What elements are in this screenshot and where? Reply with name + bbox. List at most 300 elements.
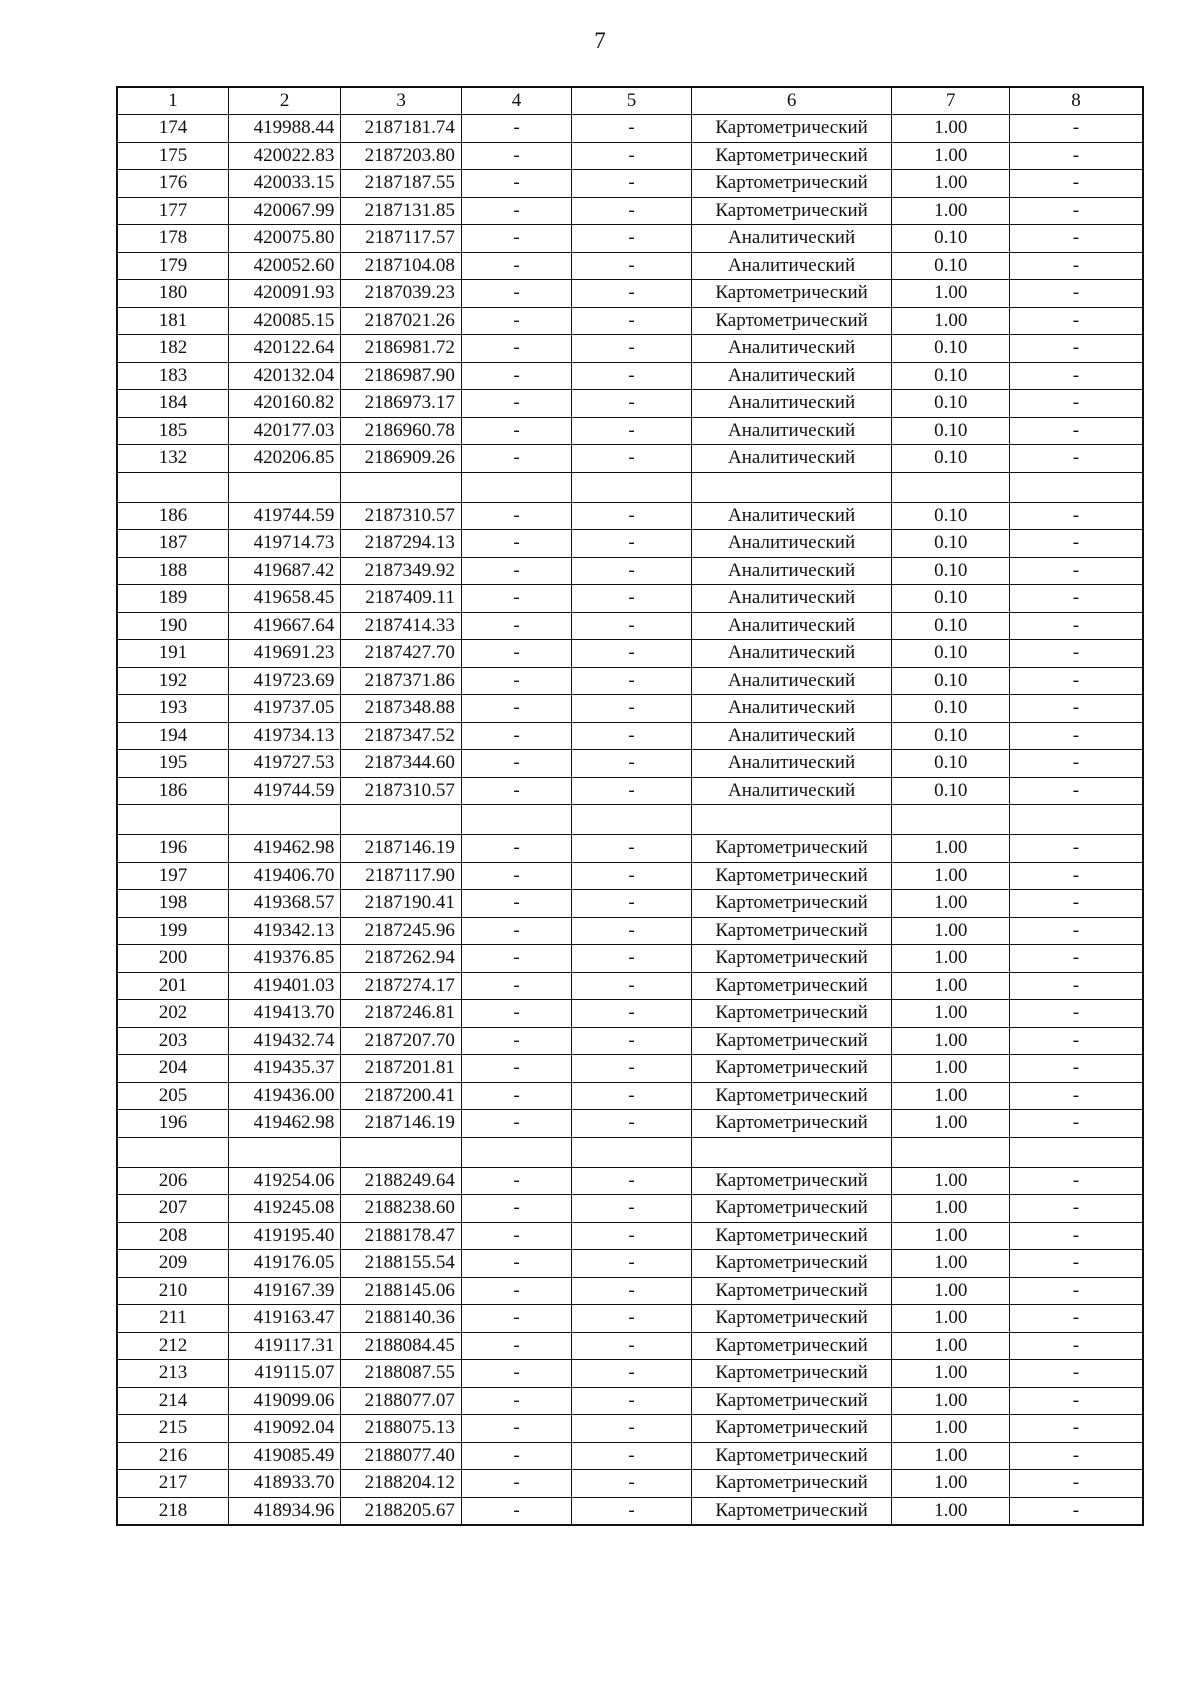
table-cell-col-8: - — [1009, 115, 1143, 143]
table-cell-col-8: - — [1009, 502, 1143, 530]
table-cell-col-1: 179 — [117, 252, 228, 280]
coordinates-table — [116, 86, 1144, 1526]
table-cell-col-6: Картометрический — [691, 1277, 892, 1305]
table-cell-col-3: 2188075.13 — [341, 1415, 461, 1443]
table-cell-col-6: Картометрический — [691, 1110, 892, 1138]
table-cell-col-7: 1.00 — [892, 1497, 1009, 1525]
table-cell-col-6: Аналитический — [691, 640, 892, 668]
table-cell-col-3: 2187409.11 — [341, 585, 461, 613]
table-cell-col-8: - — [1009, 1167, 1143, 1195]
table-cell-col-1: 197 — [117, 862, 228, 890]
table-cell-col-3: 2186960.78 — [341, 417, 461, 445]
table-cell-col-8: - — [1009, 667, 1143, 695]
table-cell-col-4: - — [461, 1497, 571, 1525]
table-cell-col-8: - — [1009, 1222, 1143, 1250]
table-row — [117, 750, 1143, 778]
table-cell-col-6: Аналитический — [691, 777, 892, 805]
table-cell-col-1 — [117, 805, 228, 835]
table-cell-col-4: - — [461, 1082, 571, 1110]
table-cell-col-3: 2188084.45 — [341, 1332, 461, 1360]
table-cell-col-5: - — [572, 445, 691, 473]
table-cell-col-3: 2187310.57 — [341, 777, 461, 805]
page-number: 7 — [594, 28, 606, 53]
table-row — [117, 307, 1143, 335]
table-cell-col-8: - — [1009, 917, 1143, 945]
table-cell-col-1: 199 — [117, 917, 228, 945]
table-cell-col-4: - — [461, 1027, 571, 1055]
table-cell-col-5: - — [572, 280, 691, 308]
table-cell-col-6 — [691, 805, 892, 835]
table-cell-col-3: 2188178.47 — [341, 1222, 461, 1250]
table-cell-col-4 — [461, 1137, 571, 1167]
table-cell-col-7: 1.00 — [892, 1442, 1009, 1470]
table-cell-col-3 — [341, 472, 461, 502]
table-cell-col-1: 132 — [117, 445, 228, 473]
table-cell-col-1 — [117, 1137, 228, 1167]
table-cell-col-3: 2187245.96 — [341, 917, 461, 945]
table-cell-col-6: Картометрический — [691, 1055, 892, 1083]
table-cell-col-2: 419092.04 — [228, 1415, 340, 1443]
table-cell-col-4: - — [461, 557, 571, 585]
table-row — [117, 1055, 1143, 1083]
table-cell-col-4: - — [461, 530, 571, 558]
table-cell-col-3: 2187274.17 — [341, 972, 461, 1000]
table-cell-col-7: 1.00 — [892, 142, 1009, 170]
table-cell-col-4: - — [461, 225, 571, 253]
table-cell-col-7: 1.00 — [892, 280, 1009, 308]
table-cell-col-8: - — [1009, 862, 1143, 890]
table-cell-col-4: - — [461, 307, 571, 335]
table-cell-col-3: 2187246.81 — [341, 1000, 461, 1028]
table-row — [117, 667, 1143, 695]
table-cell-col-3: 2187371.86 — [341, 667, 461, 695]
table-cell-col-2: 420177.03 — [228, 417, 340, 445]
table-cell-col-5: - — [572, 1277, 691, 1305]
table-cell-col-7: 1.00 — [892, 1222, 1009, 1250]
table-cell-col-4: - — [461, 945, 571, 973]
table-cell-col-2: 420085.15 — [228, 307, 340, 335]
table-cell-col-3: 2187146.19 — [341, 835, 461, 863]
table-cell-col-6: Картометрический — [691, 1415, 892, 1443]
table-cell-col-8: - — [1009, 335, 1143, 363]
table-row — [117, 695, 1143, 723]
table-cell-col-7: 1.00 — [892, 890, 1009, 918]
table-cell-col-5: - — [572, 917, 691, 945]
table-cell-col-4: - — [461, 1387, 571, 1415]
table-cell-col-1: 182 — [117, 335, 228, 363]
table-cell-col-1: 210 — [117, 1277, 228, 1305]
table-cell-col-8: - — [1009, 1470, 1143, 1498]
table-cell-col-7: 0.10 — [892, 225, 1009, 253]
table-cell-col-5: - — [572, 945, 691, 973]
table-cell-col-2: 419435.37 — [228, 1055, 340, 1083]
table-cell-col-5: - — [572, 835, 691, 863]
table-cell-col-8: - — [1009, 170, 1143, 198]
table-cell-col-7: 0.10 — [892, 530, 1009, 558]
table-cell-col-5: - — [572, 862, 691, 890]
table-cell-col-4: - — [461, 502, 571, 530]
table-cell-col-2: 420132.04 — [228, 362, 340, 390]
table-cell-col-7 — [892, 805, 1009, 835]
table-cell-col-6 — [691, 472, 892, 502]
table-cell-col-5 — [572, 472, 691, 502]
table-cell-col-7: 0.10 — [892, 335, 1009, 363]
table-cell-col-5: - — [572, 197, 691, 225]
table-cell-col-2: 419737.05 — [228, 695, 340, 723]
table-row — [117, 197, 1143, 225]
table-cell-col-6: Аналитический — [691, 225, 892, 253]
table-cell-col-4: - — [461, 862, 571, 890]
table-cell-col-1: 188 — [117, 557, 228, 585]
table-cell-col-3: 2187039.23 — [341, 280, 461, 308]
table-cell-col-3: 2187207.70 — [341, 1027, 461, 1055]
table-cell-col-8 — [1009, 472, 1143, 502]
table-cell-col-8: - — [1009, 945, 1143, 973]
header-col-2: 2 — [228, 87, 340, 115]
table-cell-col-4: - — [461, 252, 571, 280]
table-cell-col-7: 1.00 — [892, 917, 1009, 945]
table-cell-col-6: Аналитический — [691, 585, 892, 613]
table-cell-col-1: 184 — [117, 390, 228, 418]
table-cell-col-8: - — [1009, 640, 1143, 668]
table-cell-col-2: 420160.82 — [228, 390, 340, 418]
table-cell-col-4: - — [461, 390, 571, 418]
table-cell-col-2: 419099.06 — [228, 1387, 340, 1415]
table-cell-col-8: - — [1009, 557, 1143, 585]
table-cell-col-2: 419176.05 — [228, 1250, 340, 1278]
table-cell-col-1: 178 — [117, 225, 228, 253]
table-cell-col-5: - — [572, 170, 691, 198]
table-cell-col-7: 1.00 — [892, 307, 1009, 335]
table-cell-col-6: Картометрический — [691, 1222, 892, 1250]
table-row — [117, 1000, 1143, 1028]
table-cell-col-3: 2187117.90 — [341, 862, 461, 890]
table-cell-col-3: 2187294.13 — [341, 530, 461, 558]
table-cell-col-1: 213 — [117, 1360, 228, 1388]
table-cell-col-3: 2187187.55 — [341, 170, 461, 198]
table-cell-col-7: 0.10 — [892, 750, 1009, 778]
table-cell-col-2: 419687.42 — [228, 557, 340, 585]
table-row — [117, 917, 1143, 945]
table-cell-col-7: 0.10 — [892, 695, 1009, 723]
table-cell-col-1: 204 — [117, 1055, 228, 1083]
table-cell-col-7: 1.00 — [892, 1277, 1009, 1305]
table-row — [117, 945, 1143, 973]
table-cell-col-5: - — [572, 1360, 691, 1388]
table-cell-col-7: 1.00 — [892, 1360, 1009, 1388]
table-cell-col-6: Аналитический — [691, 750, 892, 778]
table-cell-col-5: - — [572, 557, 691, 585]
table-cell-col-7: 1.00 — [892, 862, 1009, 890]
table-cell-col-2: 420033.15 — [228, 170, 340, 198]
table-cell-col-5: - — [572, 890, 691, 918]
table-cell-col-2: 419085.49 — [228, 1442, 340, 1470]
table-cell-col-6: Картометрический — [691, 1082, 892, 1110]
table-cell-col-4: - — [461, 1470, 571, 1498]
table-cell-col-1: 186 — [117, 777, 228, 805]
table-cell-col-3: 2188145.06 — [341, 1277, 461, 1305]
table-cell-col-2: 420075.80 — [228, 225, 340, 253]
table-row — [117, 1442, 1143, 1470]
table-cell-col-7: 1.00 — [892, 1110, 1009, 1138]
table-cell-col-3: 2187181.74 — [341, 115, 461, 143]
table-cell-col-2: 419342.13 — [228, 917, 340, 945]
table-cell-col-3: 2188155.54 — [341, 1250, 461, 1278]
table-cell-col-1: 180 — [117, 280, 228, 308]
table-cell-col-5: - — [572, 612, 691, 640]
table-cell-col-7: 1.00 — [892, 1250, 1009, 1278]
table-cell-col-1: 177 — [117, 197, 228, 225]
table-cell-col-3: 2187104.08 — [341, 252, 461, 280]
table-cell-col-1: 186 — [117, 502, 228, 530]
table-cell-col-5: - — [572, 142, 691, 170]
table-cell-col-6: Картометрический — [691, 945, 892, 973]
table-row — [117, 1305, 1143, 1333]
table-cell-col-3: 2187349.92 — [341, 557, 461, 585]
table-cell-col-6: Аналитический — [691, 445, 892, 473]
table-row — [117, 1222, 1143, 1250]
table-cell-col-5: - — [572, 252, 691, 280]
table-cell-col-1: 203 — [117, 1027, 228, 1055]
table-cell-col-1: 205 — [117, 1082, 228, 1110]
table-cell-col-7: 0.10 — [892, 557, 1009, 585]
table-cell-col-4: - — [461, 1055, 571, 1083]
table-cell-col-7: 1.00 — [892, 1415, 1009, 1443]
table-cell-col-4: - — [461, 890, 571, 918]
table-cell-col-5: - — [572, 695, 691, 723]
table-cell-col-6: Аналитический — [691, 722, 892, 750]
table-cell-col-6: Аналитический — [691, 557, 892, 585]
table-cell-col-6: Картометрический — [691, 972, 892, 1000]
table-row — [117, 252, 1143, 280]
table-cell-col-3: 2186973.17 — [341, 390, 461, 418]
table-cell-col-1: 193 — [117, 695, 228, 723]
table-cell-col-8: - — [1009, 1055, 1143, 1083]
table-cell-col-8: - — [1009, 890, 1143, 918]
table-cell-col-3: 2187200.41 — [341, 1082, 461, 1110]
table-cell-col-4: - — [461, 280, 571, 308]
table-cell-col-4: - — [461, 695, 571, 723]
table-row — [117, 1415, 1143, 1443]
table-cell-col-3: 2187146.19 — [341, 1110, 461, 1138]
table-cell-col-2: 419368.57 — [228, 890, 340, 918]
table-cell-col-5: - — [572, 1195, 691, 1223]
table-cell-col-1: 194 — [117, 722, 228, 750]
table-cell-col-7: 0.10 — [892, 252, 1009, 280]
table-cell-col-6: Картометрический — [691, 1195, 892, 1223]
table-cell-col-8: - — [1009, 1360, 1143, 1388]
table-cell-col-8: - — [1009, 307, 1143, 335]
table-cell-col-2: 419658.45 — [228, 585, 340, 613]
table-cell-col-8: - — [1009, 1027, 1143, 1055]
table-cell-col-4: - — [461, 115, 571, 143]
table-cell-col-2: 419744.59 — [228, 502, 340, 530]
table-cell-col-2: 419406.70 — [228, 862, 340, 890]
table-cell-col-2: 420091.93 — [228, 280, 340, 308]
table-cell-col-8 — [1009, 805, 1143, 835]
table-cell-col-3: 2187262.94 — [341, 945, 461, 973]
table-cell-col-6: Аналитический — [691, 530, 892, 558]
table-cell-col-1: 207 — [117, 1195, 228, 1223]
table-cell-col-8: - — [1009, 1250, 1143, 1278]
table-cell-col-4: - — [461, 640, 571, 668]
table-cell-col-2 — [228, 472, 340, 502]
table-row — [117, 502, 1143, 530]
table-cell-col-3 — [341, 805, 461, 835]
table-cell-col-1: 215 — [117, 1415, 228, 1443]
table-cell-col-7: 0.10 — [892, 417, 1009, 445]
table-cell-col-2: 419163.47 — [228, 1305, 340, 1333]
table-cell-col-7: 0.10 — [892, 612, 1009, 640]
table-cell-col-7: 1.00 — [892, 1332, 1009, 1360]
table-cell-col-8: - — [1009, 1442, 1143, 1470]
table-cell-col-6: Аналитический — [691, 695, 892, 723]
table-cell-col-2: 420206.85 — [228, 445, 340, 473]
table-cell-col-5: - — [572, 1332, 691, 1360]
table-cell-col-4: - — [461, 1222, 571, 1250]
table-cell-col-1: 212 — [117, 1332, 228, 1360]
table-cell-col-7: 1.00 — [892, 1027, 1009, 1055]
table-row — [117, 862, 1143, 890]
table-cell-col-8: - — [1009, 1497, 1143, 1525]
table-cell-col-4: - — [461, 1305, 571, 1333]
table-cell-col-5: - — [572, 362, 691, 390]
table-cell-col-6: Картометрический — [691, 1387, 892, 1415]
table-cell-col-6: Аналитический — [691, 252, 892, 280]
table-cell-col-6: Картометрический — [691, 1027, 892, 1055]
table-cell-col-8: - — [1009, 972, 1143, 1000]
table-cell-col-5: - — [572, 1027, 691, 1055]
table-cell-col-4: - — [461, 1110, 571, 1138]
table-cell-col-6: Аналитический — [691, 362, 892, 390]
table-cell-col-1: 175 — [117, 142, 228, 170]
table-cell-col-7: 0.10 — [892, 362, 1009, 390]
table-cell-col-7: 1.00 — [892, 197, 1009, 225]
table-cell-col-8: - — [1009, 225, 1143, 253]
table-row — [117, 142, 1143, 170]
table-cell-col-7: 1.00 — [892, 170, 1009, 198]
table-cell-col-1: 192 — [117, 667, 228, 695]
table-row — [117, 1360, 1143, 1388]
table-cell-col-6: Картометрический — [691, 1167, 892, 1195]
table-cell-col-2: 419436.00 — [228, 1082, 340, 1110]
table-cell-col-3 — [341, 1137, 461, 1167]
table-cell-col-8: - — [1009, 445, 1143, 473]
table-cell-col-2: 419413.70 — [228, 1000, 340, 1028]
table-cell-col-8: - — [1009, 197, 1143, 225]
table-cell-col-5: - — [572, 972, 691, 1000]
table-cell-col-1: 216 — [117, 1442, 228, 1470]
table-cell-col-6: Картометрический — [691, 1442, 892, 1470]
table-cell-col-8: - — [1009, 722, 1143, 750]
table-cell-col-6: Картометрический — [691, 280, 892, 308]
table-cell-col-3: 2187190.41 — [341, 890, 461, 918]
table-cell-col-3: 2186981.72 — [341, 335, 461, 363]
header-col-7: 7 — [892, 87, 1009, 115]
table-cell-col-4: - — [461, 722, 571, 750]
table-cell-col-1: 191 — [117, 640, 228, 668]
table-cell-col-6: Аналитический — [691, 390, 892, 418]
table-cell-col-4: - — [461, 777, 571, 805]
table-row — [117, 1470, 1143, 1498]
table-cell-col-6: Аналитический — [691, 335, 892, 363]
header-col-1: 1 — [117, 87, 228, 115]
table-cell-col-6: Картометрический — [691, 1250, 892, 1278]
table-cell-col-7: 0.10 — [892, 722, 1009, 750]
table-row — [117, 390, 1143, 418]
table-cell-col-6: Аналитический — [691, 417, 892, 445]
table-cell-col-4: - — [461, 1167, 571, 1195]
table-cell-col-3: 2188077.07 — [341, 1387, 461, 1415]
table-cell-col-7 — [892, 472, 1009, 502]
table-cell-col-8: - — [1009, 1195, 1143, 1223]
table-cell-col-8: - — [1009, 1277, 1143, 1305]
table-cell-col-6: Картометрический — [691, 1332, 892, 1360]
table-cell-col-4: - — [461, 335, 571, 363]
table-cell-col-1: 198 — [117, 890, 228, 918]
table-cell-col-7: 1.00 — [892, 835, 1009, 863]
table-cell-col-5: - — [572, 335, 691, 363]
table-cell-col-2: 419245.08 — [228, 1195, 340, 1223]
table-cell-col-4: - — [461, 1000, 571, 1028]
table-cell-col-1: 195 — [117, 750, 228, 778]
table-cell-col-8: - — [1009, 530, 1143, 558]
table-cell-col-3: 2187348.88 — [341, 695, 461, 723]
table-cell-col-7: 1.00 — [892, 1167, 1009, 1195]
table-cell-col-1: 217 — [117, 1470, 228, 1498]
table-cell-col-5: - — [572, 1387, 691, 1415]
table-cell-col-5: - — [572, 585, 691, 613]
table-cell-col-1: 218 — [117, 1497, 228, 1525]
table-cell-col-4: - — [461, 612, 571, 640]
table-cell-col-1: 214 — [117, 1387, 228, 1415]
table-row — [117, 445, 1143, 473]
table-cell-col-7: 1.00 — [892, 972, 1009, 1000]
table-cell-col-7: 1.00 — [892, 1305, 1009, 1333]
table-row — [117, 1332, 1143, 1360]
table-cell-col-5: - — [572, 307, 691, 335]
table-cell-col-8: - — [1009, 280, 1143, 308]
table-cell-col-6: Картометрический — [691, 1497, 892, 1525]
table-cell-col-2: 419401.03 — [228, 972, 340, 1000]
table-cell-col-2: 419988.44 — [228, 115, 340, 143]
table-row — [117, 777, 1143, 805]
table-cell-col-6: Картометрический — [691, 1470, 892, 1498]
table-cell-col-8: - — [1009, 1415, 1143, 1443]
table-row — [117, 1387, 1143, 1415]
table-cell-col-1: 200 — [117, 945, 228, 973]
table-cell-col-2: 419254.06 — [228, 1167, 340, 1195]
table-separator-row — [117, 805, 1143, 835]
table-cell-col-8: - — [1009, 835, 1143, 863]
table-cell-col-8: - — [1009, 695, 1143, 723]
table-cell-col-5: - — [572, 1470, 691, 1498]
table-cell-col-4: - — [461, 972, 571, 1000]
table-cell-col-4 — [461, 472, 571, 502]
table-cell-col-6: Картометрический — [691, 1360, 892, 1388]
table-cell-col-2 — [228, 1137, 340, 1167]
table-row — [117, 1195, 1143, 1223]
table-cell-col-3: 2188238.60 — [341, 1195, 461, 1223]
table-cell-col-3: 2187427.70 — [341, 640, 461, 668]
table-cell-col-1: 181 — [117, 307, 228, 335]
table-cell-col-5: - — [572, 1055, 691, 1083]
table-cell-col-2: 418933.70 — [228, 1470, 340, 1498]
table-row — [117, 1277, 1143, 1305]
table-cell-col-3: 2187117.57 — [341, 225, 461, 253]
table-cell-col-1: 208 — [117, 1222, 228, 1250]
table-cell-col-4: - — [461, 142, 571, 170]
